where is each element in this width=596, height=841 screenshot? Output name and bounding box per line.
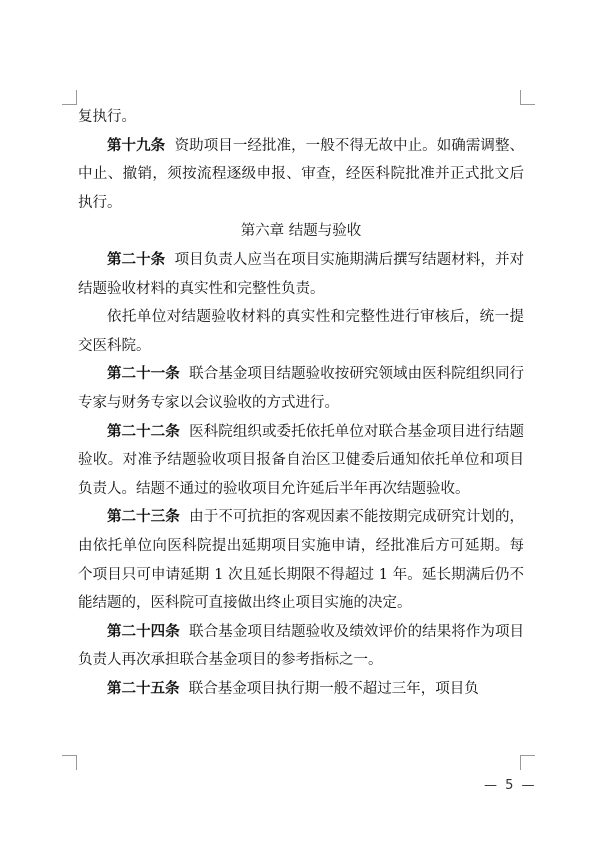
article-text: 项目负责人应当在项目实施期满后撰写结题材料，并对结题验收材料的真实性和完整性负责。 — [78, 251, 525, 297]
article-20-para-2: 依托单位对结题验收材料的真实性和完整性进行审核后，统一提交医科院。 — [78, 309, 524, 354]
article-text: 医科院组织或委托依托单位对联合基金项目进行结题验收。对准予结题验收项目报备自治区卫健委后通知依托单位和项目负责人。结题不通过的验收项目允许延后半年再次结题验收。 — [78, 423, 525, 497]
article-23 — [78, 503, 524, 617]
article-22 — [78, 418, 524, 504]
article-20 — [78, 246, 524, 303]
article-21 — [78, 360, 524, 417]
article-label: 第二十五条 — [107, 679, 180, 697]
article-label: 第二十一条 — [107, 365, 180, 383]
article-label: 第二十二条 — [107, 422, 180, 440]
article-text: 联合基金项目执行期一般不超过三年，项目负 — [188, 680, 479, 697]
crop-mark-top-left — [62, 90, 77, 105]
chapter-heading: 第六章 结题与验收 — [240, 223, 362, 240]
article-text: 联合基金项目结题验收及绩效评价的结果将作为项目负责人再次承担联合基金项目的参考指标之一。 — [78, 623, 525, 669]
article-label: 第十九条 — [107, 136, 166, 154]
page-number: — 5 — — [484, 778, 537, 793]
article-label: 第二十三条 — [107, 508, 180, 526]
article-24 — [78, 618, 524, 675]
article-label: 第二十四条 — [107, 622, 180, 640]
article-25 — [78, 675, 524, 704]
article-text: 由于不可抗拒的客观因素不能按期完成研究计划的，由依托单位向医科院提出延期项目实施申请，经批准后方可延期。每个项目只可申请延期 1 次且延长期限不得超过 1 年。延长期满后仍不能结题的，医科院可直接做出终止项目实施的决定。 — [78, 509, 525, 612]
crop-mark-bottom-right — [520, 755, 535, 770]
paragraph-continuation: 复执行。 — [78, 109, 136, 125]
document-body — [78, 103, 524, 703]
article-text: 联合基金项目结题验收按研究领域由医科院组织同行专家与财务专家以会议验收的方式进行。 — [78, 366, 525, 411]
article-19 — [78, 132, 524, 218]
article-text: 资助项目一经批准，一般不得无故中止。如确需调整、中止、撤销，须按流程逐级申报、审查，经医科院批准并正式批文后执行。 — [78, 137, 525, 211]
crop-mark-bottom-left — [62, 755, 77, 770]
article-label: 第二十条 — [107, 250, 166, 268]
